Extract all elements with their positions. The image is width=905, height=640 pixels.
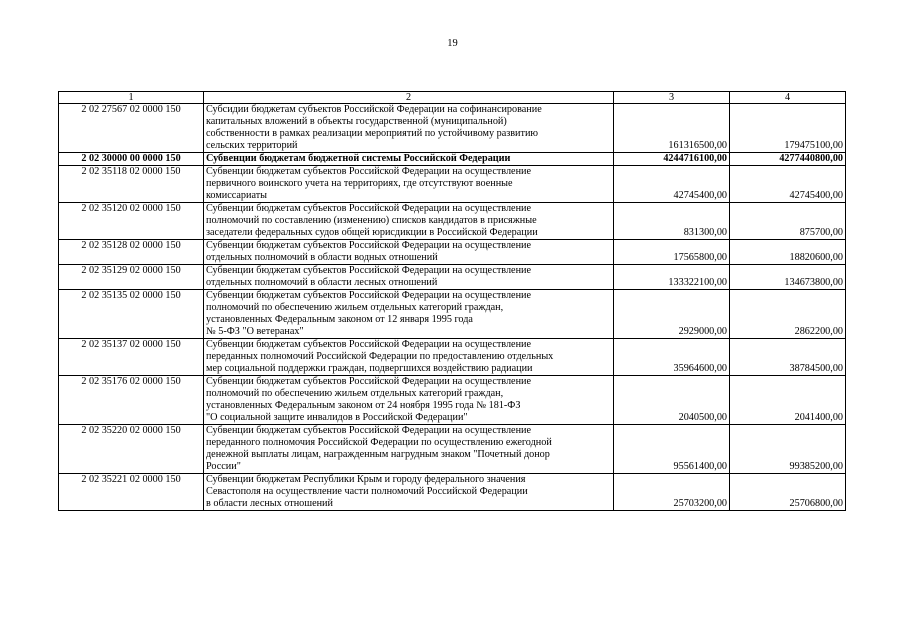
table-row bbox=[59, 290, 846, 339]
description-cell: Субвенции бюджетам субъектов Российской Федерации на осуществление отдельных полномочий в области лесных отношений bbox=[204, 265, 614, 290]
code-cell: 2 02 27567 02 0000 150 bbox=[59, 104, 204, 153]
amount-cell-2: 4277440800,00 bbox=[730, 153, 846, 166]
amount-cell-1: 831300,00 bbox=[614, 203, 730, 240]
column-header-amount-2: 4 bbox=[730, 92, 846, 104]
code-cell: 2 02 35137 02 0000 150 bbox=[59, 339, 204, 376]
code-cell: 2 02 35221 02 0000 150 bbox=[59, 474, 204, 511]
budget-table bbox=[58, 91, 846, 511]
amount-cell-1: 17565800,00 bbox=[614, 240, 730, 265]
code-cell: 2 02 35135 02 0000 150 bbox=[59, 290, 204, 339]
amount-cell-1: 42745400,00 bbox=[614, 166, 730, 203]
column-header-amount-1: 3 bbox=[614, 92, 730, 104]
description-cell: Субвенции бюджетам субъектов Российской Федерации на осуществление полномочий по обеспечению жильем отдельных категорий граждан, установленных Федеральным законом от 12 января 1995 года № 5-ФЗ "О ветеранах" bbox=[204, 290, 614, 339]
table-row bbox=[59, 425, 846, 474]
table-row bbox=[59, 474, 846, 511]
amount-cell-1: 133322100,00 bbox=[614, 265, 730, 290]
amount-cell-1: 2929000,00 bbox=[614, 290, 730, 339]
amount-cell-1: 4244716100,00 bbox=[614, 153, 730, 166]
amount-cell-2: 2041400,00 bbox=[730, 376, 846, 425]
table-row bbox=[59, 203, 846, 240]
table-body bbox=[59, 92, 846, 511]
amount-cell-2: 875700,00 bbox=[730, 203, 846, 240]
amount-cell-1: 25703200,00 bbox=[614, 474, 730, 511]
description-cell: Субвенции бюджетам субъектов Российской Федерации на осуществление полномочий по обеспечению жильем отдельных категорий граждан, установленных Федеральным законом от 24 ноября 1995 года № 181-ФЗ "О социальной защите инвалидов в Российской Федерации" bbox=[204, 376, 614, 425]
description-cell: Субвенции бюджетам субъектов Российской Федерации на осуществление переданных полномочий Российской Федерации по предоставлению отдельных мер социальной поддержки граждан, подвергшихся воздействию радиации bbox=[204, 339, 614, 376]
description-cell: Субвенции бюджетам субъектов Российской Федерации на осуществление полномочий по составлению (изменению) списков кандидатов в присяжные заседатели федеральных судов общей юрисдикции в Российской Федерации bbox=[204, 203, 614, 240]
column-header-code: 1 bbox=[59, 92, 204, 104]
amount-cell-2: 134673800,00 bbox=[730, 265, 846, 290]
column-header-description: 2 bbox=[204, 92, 614, 104]
table-row bbox=[59, 339, 846, 376]
description-cell: Субвенции бюджетам Республики Крым и городу федерального значения Севастополя на осуществление части полномочий Российской Федерации в области лесных отношений bbox=[204, 474, 614, 511]
amount-cell-2: 38784500,00 bbox=[730, 339, 846, 376]
amount-cell-1: 161316500,00 bbox=[614, 104, 730, 153]
code-cell: 2 02 35118 02 0000 150 bbox=[59, 166, 204, 203]
amount-cell-2: 25706800,00 bbox=[730, 474, 846, 511]
page-number: 19 bbox=[447, 38, 458, 49]
amount-cell-2: 42745400,00 bbox=[730, 166, 846, 203]
code-cell: 2 02 30000 00 0000 150 bbox=[59, 153, 204, 166]
table-row bbox=[59, 265, 846, 290]
table-row bbox=[59, 153, 846, 166]
code-cell: 2 02 35128 02 0000 150 bbox=[59, 240, 204, 265]
description-cell: Субвенции бюджетам субъектов Российской Федерации на осуществление отдельных полномочий в области водных отношений bbox=[204, 240, 614, 265]
description-cell: Субвенции бюджетам бюджетной системы Российской Федерации bbox=[204, 153, 614, 166]
amount-cell-1: 2040500,00 bbox=[614, 376, 730, 425]
amount-cell-2: 2862200,00 bbox=[730, 290, 846, 339]
amount-cell-2: 18820600,00 bbox=[730, 240, 846, 265]
amount-cell-1: 95561400,00 bbox=[614, 425, 730, 474]
table-header-row bbox=[59, 92, 846, 104]
code-cell: 2 02 35220 02 0000 150 bbox=[59, 425, 204, 474]
description-cell: Субвенции бюджетам субъектов Российской Федерации на осуществление первичного воинского учета на территориях, где отсутствуют военные комиссариаты bbox=[204, 166, 614, 203]
table-row bbox=[59, 166, 846, 203]
table-row bbox=[59, 376, 846, 425]
table-row bbox=[59, 240, 846, 265]
amount-cell-1: 35964600,00 bbox=[614, 339, 730, 376]
description-cell: Субвенции бюджетам субъектов Российской Федерации на осуществление переданного полномочия Российской Федерации по осуществлению ежегодной денежной выплаты лицам, награжденным нагрудным знаком "Почетный донор России" bbox=[204, 425, 614, 474]
code-cell: 2 02 35129 02 0000 150 bbox=[59, 265, 204, 290]
description-cell: Субсидии бюджетам субъектов Российской Федерации на софинансирование капитальных вложений в объекты государственной (муниципальной) собственности в рамках реализации мероприятий по устойчивому развитию сельских территорий bbox=[204, 104, 614, 153]
amount-cell-2: 179475100,00 bbox=[730, 104, 846, 153]
table-row bbox=[59, 104, 846, 153]
code-cell: 2 02 35176 02 0000 150 bbox=[59, 376, 204, 425]
amount-cell-2: 99385200,00 bbox=[730, 425, 846, 474]
code-cell: 2 02 35120 02 0000 150 bbox=[59, 203, 204, 240]
